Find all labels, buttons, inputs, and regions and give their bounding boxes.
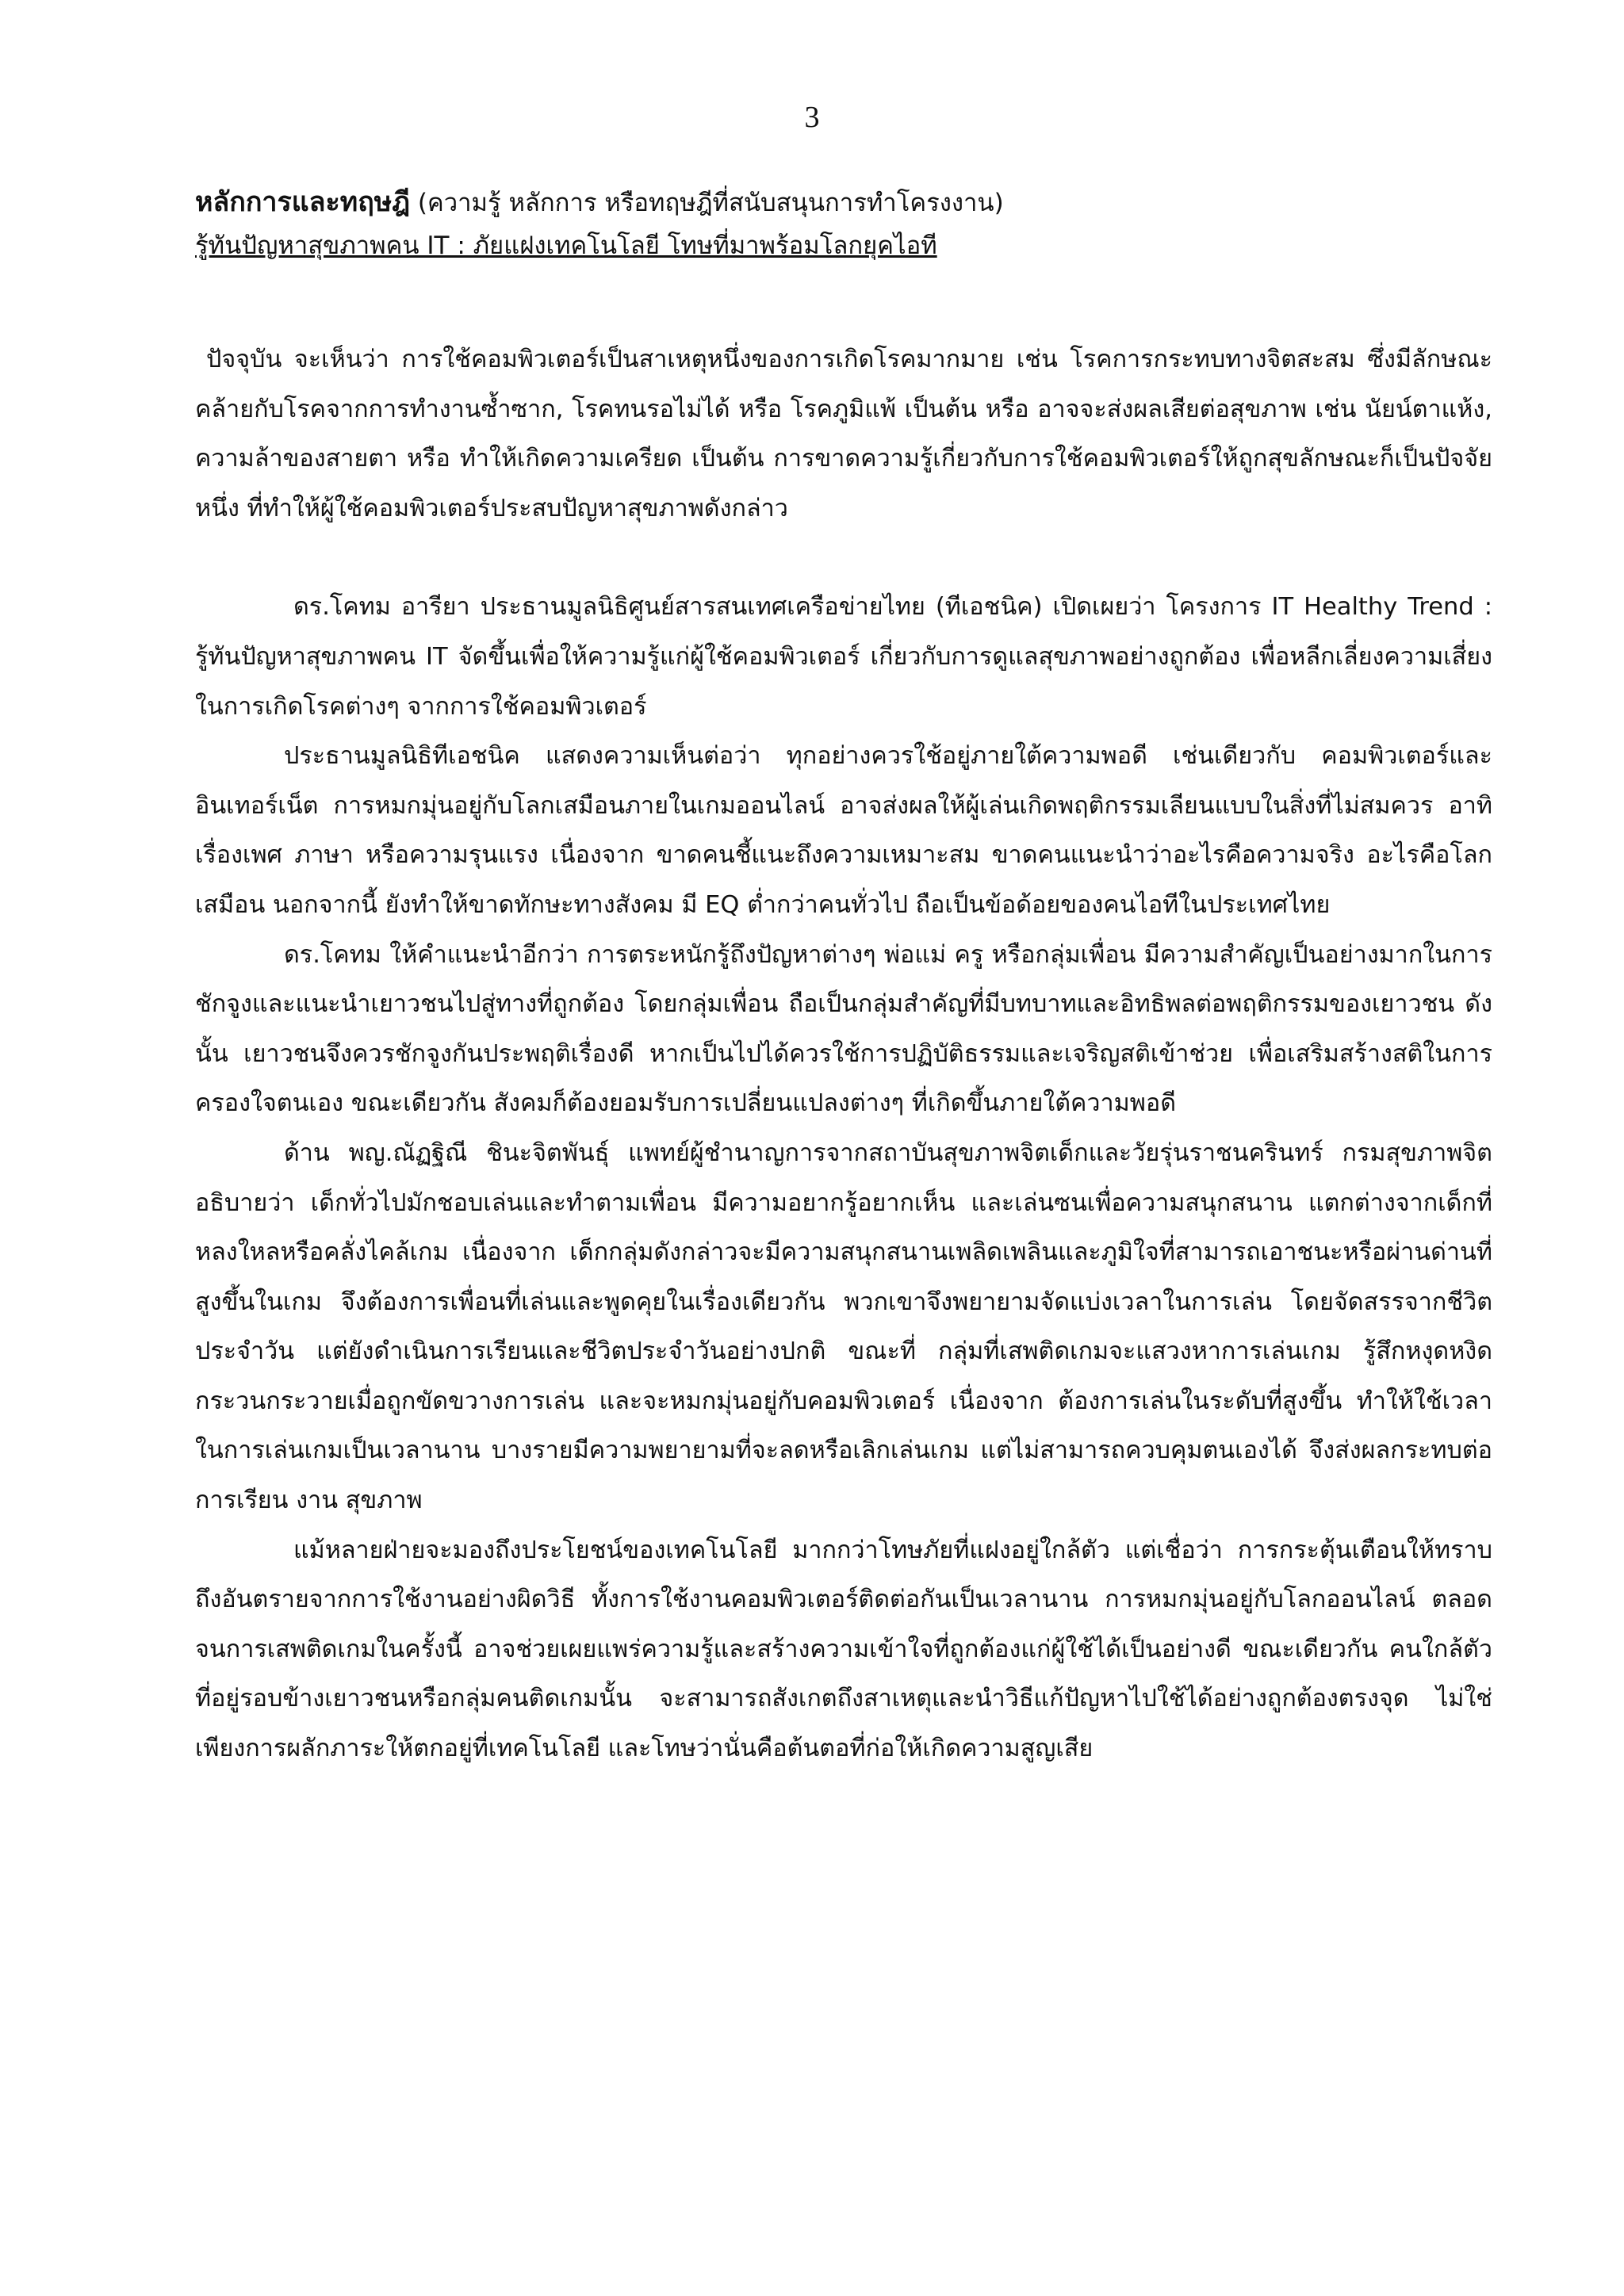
- paragraph-game-addiction: ด้าน พญ.ณัฏฐิณี ชินะจิตพันธุ์ แพทย์ผู้ชำนาญการจากสถาบันสุขภาพจิตเด็กและวัยรุ่นราชนครินทร์ กรมสุขภาพจิต อธิบายว่า เด็กทั่วไปมักชอบเล่นและทำตามเพื่อน มีความอยากรู้อยากเห็น และเล่นซนเพื่อความสนุกสนาน แตกต่างจากเด็กที่หลงใหลหรือคลั่งไคล้เกม เนื่องจาก เด็กกลุ่มดังกล่าวจะมีความสนุกสนานเพลิดเพลินและภูมิใจที่สามารถเอาชนะหรือผ่านด่านที่สูงขึ้นในเกม จึงต้องการเพื่อนที่เล่นและพูดคุยในเรื่องเดียวกัน พวกเขาจึงพยายามจัดแบ่งเวลาในการเล่น โดยจัดสรรจากชีวิตประจำวัน แต่ยังดำเนินการเรียนและชีวิตประจำวันอย่างปกติ ขณะที่ กลุ่มที่เสพติดเกมจะแสวงหาการเล่นเกม รู้สึกหงุดหงิดกระวนกระวายเมื่อถูกขัดขวางการเล่น และจะหมกมุ่นอยู่กับคอมพิวเตอร์ เนื่องจาก ต้องการเล่นในระดับที่สูงขึ้น ทำให้ใช้เวลาในการเล่นเกมเป็นเวลานาน บางรายมีความพยายามที่จะลดหรือเลิกเล่นเกม แต่ไม่สามารถควบคุมตนเองได้ จึงส่งผลกระทบต่อการเรียน งาน สุขภาพ: [195, 1138, 1492, 1515]
- section-heading-description: (ความรู้ หลักการ หรือทฤษฎีที่สนับสนุนการทำโครงงาน): [410, 189, 1004, 217]
- paragraph-conclusion: แม้หลายฝ่ายจะมองถึงประโยชน์ของเทคโนโลยี มากกว่าโทษภัยที่แฝงอยู่ใกล้ตัว แต่เชื่อว่า การกระตุ้นเตือนให้ทราบถึงอันตรายจากการใช้งานอย่างผิดวิธี ทั้งการใช้งานคอมพิวเตอร์ติดต่อกันเป็นเวลานาน การหมกมุ่นอยู่กับโลกออนไลน์ ตลอดจนการเสพติดเกมในครั้งนี้ อาจช่วยเผยแพร่ความรู้และสร้างความเข้าใจที่ถูกต้องแก่ผู้ใช้ได้เป็นอย่างดี ขณะเดียวกัน คนใกล้ตัวที่อยู่รอบข้างเยาวชนหรือกลุ่มคนติดเกมนั้น จะสามารถสังเกตถึงสาเหตุและนำวิธีแก้ปัญหาไปใช้ได้อย่างถูกต้องตรงจุด ไม่ใช่เพียงการผลักภาระให้ตกอยู่ที่เทคโนโลยี และโทษว่านั่นคือต้นตอที่ก่อให้เกิดความสูญเสีย: [195, 1536, 1492, 1763]
- section-heading: [195, 181, 1492, 224]
- article-title: รู้ทันปัญหาสุขภาพคน IT : ภัยแฝงเทคโนโลยี โทษที่มาพร้อมโลกยุคไอที: [195, 232, 937, 260]
- document-body: [195, 181, 1492, 1774]
- paragraph-project: ดร.โคทม อารียา ประธานมูลนิธิศูนย์สารสนเทศเครือข่ายไทย (ทีเอชนิค) เปิดเผยว่า โครงการ IT Healthy Trend : รู้ทันปัญหาสุขภาพคน IT จัดขึ้นเพื่อให้ความรู้แก่ผู้ใช้คอมพิวเตอร์ เกี่ยวกับการดูแลสุขภาพอย่างถูกต้อง เพื่อหลีกเลี่ยงความเสี่ยงในการเกิดโรคต่างๆ จากการใช้คอมพิวเตอร์: [195, 593, 1492, 721]
- page-number: 3: [804, 101, 820, 134]
- paragraph-moderation: ประธานมูลนิธิทีเอชนิค แสดงความเห็นต่อว่า ทุกอย่างควรใช้อยู่ภายใต้ความพอดี เช่นเดียวกับ คอมพิวเตอร์และอินเทอร์เน็ต การหมกมุ่นอยู่กับโลกเสมือนภายในเกมออนไลน์ อาจส่งผลให้ผู้เล่นเกิดพฤติกรรมเลียนแบบในสิ่งที่ไม่สมควร อาทิ เรื่องเพศ ภาษา หรือความรุนแรง เนื่องจาก ขาดคนชี้แนะถึงความเหมาะสม ขาดคนแนะนำว่าอะไรคือความจริง อะไรคือโลกเสมือน นอกจากนี้ ยังทำให้ขาดทักษะทางสังคม มี EQ ต่ำกว่าคนทั่วไป ถือเป็นข้อด้อยของคนไอทีในประเทศไทย: [195, 742, 1492, 919]
- section-heading-title: หลักการและทฤษฎี: [195, 186, 411, 218]
- paragraph-intro: ปัจจุบัน จะเห็นว่า การใช้คอมพิวเตอร์เป็นสาเหตุหนึ่งของการเกิดโรคมากมาย เช่น โรคการกระทบทางจิตสะสม ซึ่งมีลักษณะคล้ายกับโรคจากการทำงานซ้ำซาก, โรคทนรอไม่ได้ หรือ โรคภูมิแพ้ เป็นต้น หรือ อาจจะส่งผลเสียต่อสุขภาพ เช่น นัยน์ตาแห้ง, ความล้าของสายตา หรือ ทำให้เกิดความเครียด เป็นต้น การขาดความรู้เกี่ยวกับการใช้คอมพิวเตอร์ให้ถูกสุขลักษณะก็เป็นปัจจัยหนึ่ง ที่ทำให้ผู้ใช้คอมพิวเตอร์ประสบปัญหาสุขภาพดังกล่าว: [195, 346, 1492, 522]
- paragraph-advice: ดร.โคทม ให้คำแนะนำอีกว่า การตระหนักรู้ถึงปัญหาต่างๆ พ่อแม่ ครู หรือกลุ่มเพื่อน มีความสำคัญเป็นอย่างมากในการชักจูงและแนะนำเยาวชนไปสู่ทางที่ถูกต้อง โดยกลุ่มเพื่อน ถือเป็นกลุ่มสำคัญที่มีบทบาทและอิทธิพลต่อพฤติกรรมของเยาวชน ดังนั้น เยาวชนจึงควรชักจูงกันประพฤติเรื่องดี หากเป็นไปได้ควรใช้การปฏิบัติธรรมและเจริญสติเข้าช่วย เพื่อเสริมสร้างสติในการครองใจตนเอง ขณะเดียวกัน สังคมก็ต้องยอมรับการเปลี่ยนแปลงต่างๆ ที่เกิดขึ้นภายใต้ความพอดี: [195, 940, 1492, 1118]
